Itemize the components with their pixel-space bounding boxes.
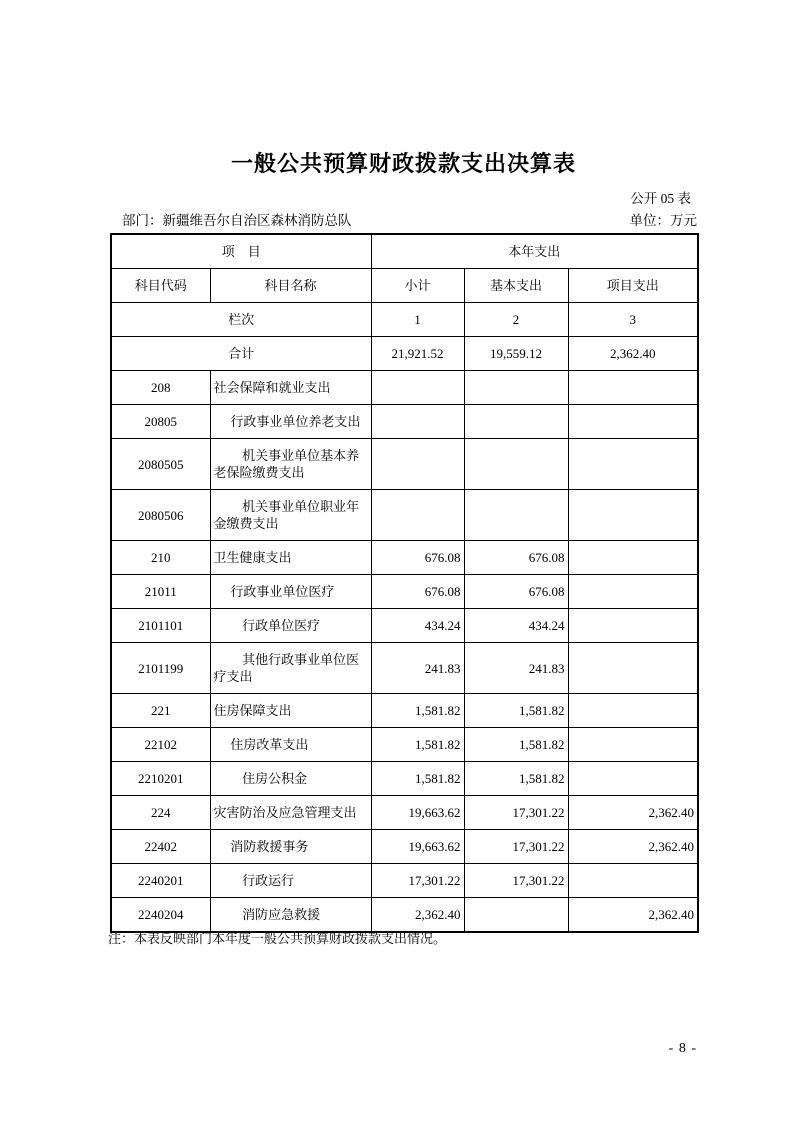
row-project	[568, 439, 698, 490]
header-index-1: 1	[371, 303, 464, 337]
total-project: 2,362.40	[568, 337, 698, 371]
table-row	[111, 796, 698, 830]
row-basic: 17,301.22	[464, 796, 568, 830]
table-code-label: 公开 05 表	[630, 191, 691, 206]
row-project: 2,362.40	[568, 898, 698, 933]
row-subtotal: 676.08	[371, 541, 464, 575]
row-name: 机关事业单位基本养老保险缴费支出	[210, 439, 371, 490]
total-row	[111, 337, 698, 371]
header-project: 项目支出	[568, 269, 698, 303]
row-project	[568, 728, 698, 762]
row-name: 住房保障支出	[210, 694, 371, 728]
row-basic: 676.08	[464, 575, 568, 609]
row-code: 221	[111, 694, 210, 728]
row-subtotal	[371, 439, 464, 490]
row-subtotal: 1,581.82	[371, 728, 464, 762]
table-row	[111, 830, 698, 864]
table-row	[111, 490, 698, 541]
header-row-index	[111, 303, 698, 337]
row-subtotal	[371, 490, 464, 541]
row-code: 2240204	[111, 898, 210, 933]
row-project	[568, 864, 698, 898]
row-project	[568, 643, 698, 694]
total-basic: 19,559.12	[464, 337, 568, 371]
header-row-groups	[111, 234, 698, 269]
row-basic	[464, 439, 568, 490]
row-name: 消防应急救援	[210, 898, 371, 933]
row-basic: 1,581.82	[464, 762, 568, 796]
row-code: 22102	[111, 728, 210, 762]
total-label: 合计	[111, 337, 371, 371]
row-name: 其他行政事业单位医疗支出	[210, 643, 371, 694]
row-name: 住房改革支出	[210, 728, 371, 762]
row-code: 208	[111, 371, 210, 405]
row-basic	[464, 405, 568, 439]
budget-table	[110, 233, 699, 933]
table-row	[111, 371, 698, 405]
table-row	[111, 405, 698, 439]
row-name: 卫生健康支出	[210, 541, 371, 575]
header-subtotal: 小计	[371, 269, 464, 303]
row-basic: 17,301.22	[464, 830, 568, 864]
row-code: 22402	[111, 830, 210, 864]
header-item-group: 项 目	[111, 234, 371, 269]
row-project: 2,362.40	[568, 796, 698, 830]
table-row	[111, 541, 698, 575]
row-basic: 1,581.82	[464, 694, 568, 728]
row-basic: 434.24	[464, 609, 568, 643]
header-index-3: 3	[568, 303, 698, 337]
row-project	[568, 405, 698, 439]
page-title: 一般公共预算财政拨款支出决算表	[230, 151, 576, 176]
row-code: 2210201	[111, 762, 210, 796]
table-row	[111, 728, 698, 762]
row-project	[568, 762, 698, 796]
budget-table-body	[111, 234, 698, 932]
row-name: 住房公积金	[210, 762, 371, 796]
row-project: 2,362.40	[568, 830, 698, 864]
row-basic: 676.08	[464, 541, 568, 575]
row-name: 行政运行	[210, 864, 371, 898]
row-subtotal: 241.83	[371, 643, 464, 694]
row-project	[568, 694, 698, 728]
row-code: 2080506	[111, 490, 210, 541]
row-name: 机关事业单位职业年金缴费支出	[210, 490, 371, 541]
unit-label: 单位：万元	[629, 213, 697, 228]
header-row-columns	[111, 269, 698, 303]
header-current-year-group: 本年支出	[371, 234, 698, 269]
row-project	[568, 541, 698, 575]
row-basic	[464, 371, 568, 405]
department-label: 部门：新疆维吾尔自治区森林消防总队	[122, 213, 352, 228]
table-row	[111, 864, 698, 898]
header-code: 科目代码	[111, 269, 210, 303]
header-name: 科目名称	[210, 269, 371, 303]
header-basic: 基本支出	[464, 269, 568, 303]
row-project	[568, 609, 698, 643]
row-subtotal	[371, 405, 464, 439]
row-name: 行政事业单位医疗	[210, 575, 371, 609]
row-subtotal: 434.24	[371, 609, 464, 643]
row-basic	[464, 490, 568, 541]
header-column-index-label: 栏次	[111, 303, 371, 337]
row-name: 行政单位医疗	[210, 609, 371, 643]
row-code: 2240201	[111, 864, 210, 898]
row-project	[568, 371, 698, 405]
row-name: 社会保障和就业支出	[210, 371, 371, 405]
row-code: 21011	[111, 575, 210, 609]
row-code: 2080505	[111, 439, 210, 490]
row-code: 2101199	[111, 643, 210, 694]
table-row	[111, 898, 698, 933]
row-subtotal: 1,581.82	[371, 694, 464, 728]
row-code: 224	[111, 796, 210, 830]
row-project	[568, 575, 698, 609]
table-row	[111, 575, 698, 609]
row-subtotal: 2,362.40	[371, 898, 464, 933]
row-code: 20805	[111, 405, 210, 439]
row-name: 消防救援事务	[210, 830, 371, 864]
row-project	[568, 490, 698, 541]
table-row	[111, 694, 698, 728]
header-index-2: 2	[464, 303, 568, 337]
row-subtotal: 1,581.82	[371, 762, 464, 796]
row-basic: 17,301.22	[464, 864, 568, 898]
page-number: - 8 -	[668, 1041, 697, 1056]
row-basic: 241.83	[464, 643, 568, 694]
row-name: 行政事业单位养老支出	[210, 405, 371, 439]
total-subtotal: 21,921.52	[371, 337, 464, 371]
row-subtotal: 19,663.62	[371, 796, 464, 830]
row-basic: 1,581.82	[464, 728, 568, 762]
row-subtotal: 676.08	[371, 575, 464, 609]
table-row	[111, 762, 698, 796]
row-subtotal: 17,301.22	[371, 864, 464, 898]
row-code: 2101101	[111, 609, 210, 643]
row-name: 灾害防治及应急管理支出	[210, 796, 371, 830]
table-row	[111, 643, 698, 694]
footer-note: 注：本表反映部门本年度一般公共预算财政拨款支出情况。	[108, 931, 447, 946]
row-code: 210	[111, 541, 210, 575]
row-subtotal: 19,663.62	[371, 830, 464, 864]
row-subtotal	[371, 371, 464, 405]
row-basic	[464, 898, 568, 933]
meta-row	[110, 209, 697, 229]
table-row	[111, 609, 698, 643]
table-row	[111, 439, 698, 490]
